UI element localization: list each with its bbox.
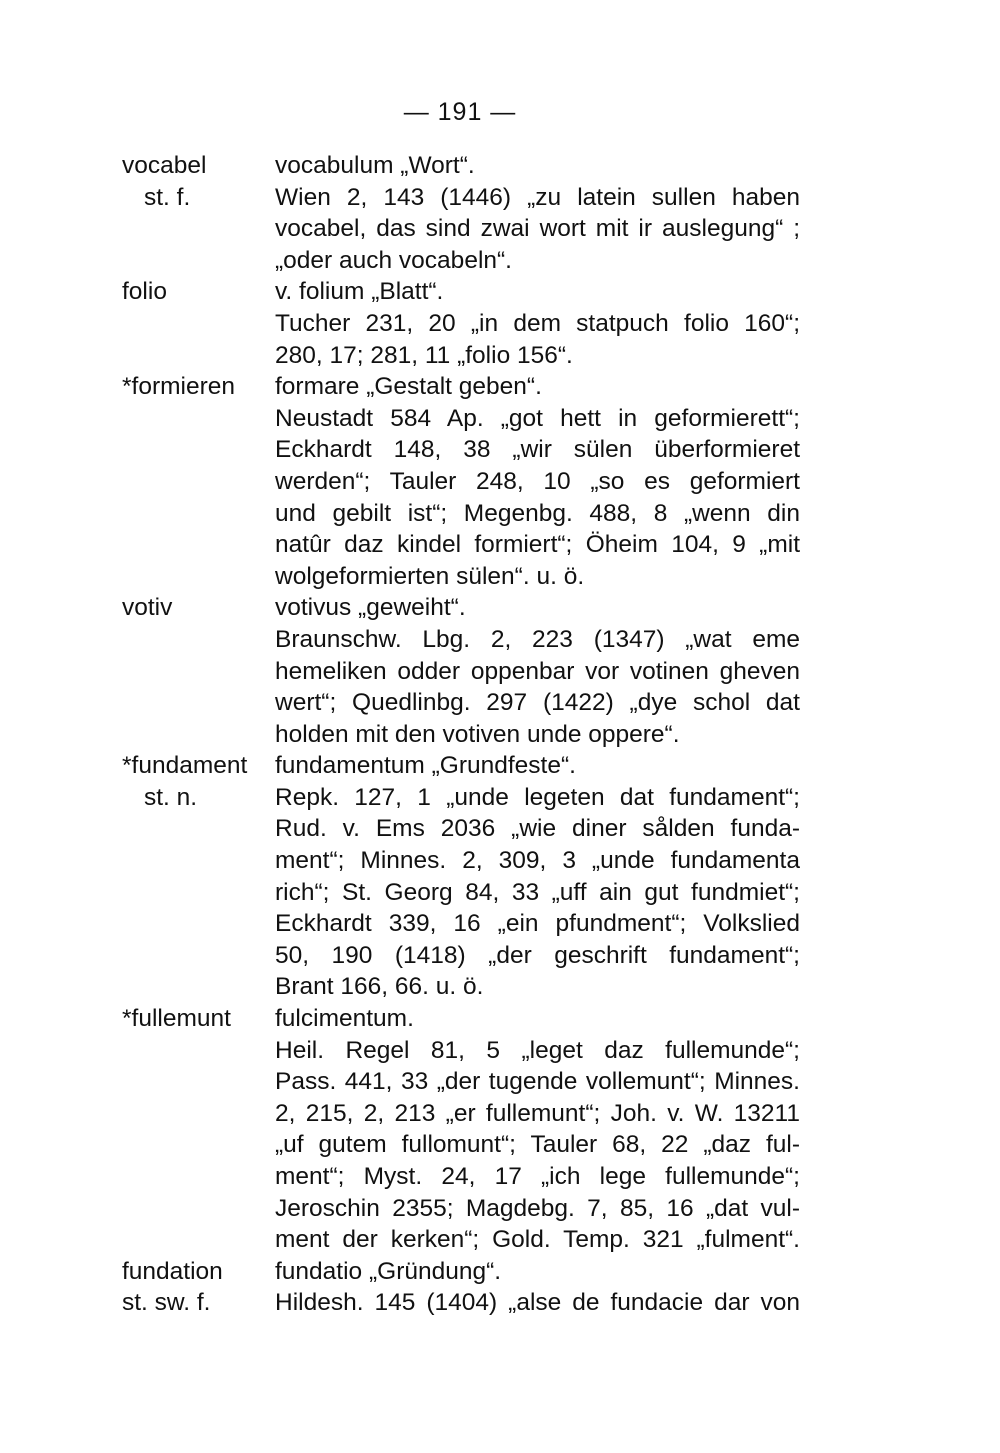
headword (122, 371, 262, 403)
entry-line: 50, 190 (1418) „der geschrift fundament“; (275, 941, 800, 969)
entry-line: v. folium „Blatt“. (275, 278, 444, 306)
entry-line: ment“; Myst. 24, 17 „ich lege fullemunde“; (275, 1163, 800, 1190)
headword-grammar: st. n. (144, 783, 198, 811)
entry-line: „uf gutem fullomunt“; Tauler 68, 22 „daz ful- (275, 1131, 800, 1159)
entry-line: Braunschw. Lbg. 2, 223 (1347) „wat eme (275, 625, 800, 653)
entry-folio (0, 276, 1000, 371)
entry-vocabel (0, 150, 1000, 276)
headword (122, 1256, 262, 1319)
entry-line: vocabel, das sind zwai wort mit ir auslegung“ ; (275, 215, 800, 243)
entry-body (275, 750, 800, 1003)
entry-line: fundatio „Gründung“. (275, 1257, 502, 1285)
headword-grammar: st. sw. f. (122, 1289, 211, 1317)
entry-line: holden mit den votiven unde oppere“. (275, 720, 680, 748)
entry-body (275, 371, 800, 592)
headword-term: vocabel (122, 152, 207, 179)
entry-body (275, 1003, 800, 1256)
headword (122, 276, 262, 308)
entry-formieren (0, 371, 1000, 592)
entry-line: werden“; Tauler 248, 10 „so es geformiert (275, 467, 800, 495)
entry-line: fulcimentum. (275, 1005, 414, 1033)
entry-line: 280, 17; 281, 11 „folio 156“. (275, 341, 573, 369)
headword (122, 150, 262, 213)
headword (122, 592, 262, 624)
entry-body (275, 592, 800, 750)
dictionary-entries (0, 150, 1000, 1319)
headword-term: folio (122, 278, 167, 306)
entry-line: formare „Gestalt geben“. (275, 373, 542, 401)
headword (122, 1003, 262, 1035)
entry-fundament (0, 750, 1000, 1003)
entry-body (275, 150, 800, 276)
headword-term: *fullemunt (122, 1005, 231, 1033)
entry-line: fundamentum „Grundfeste“. (275, 752, 576, 780)
entry-line: hemeliken odder oppenbar vor votinen gheven (275, 657, 800, 685)
entry-line: 2, 215, 2, 213 „er fullemunt“; Joh. v. W. 13211 (275, 1099, 800, 1127)
entry-line: Heil. Regel 81, 5 „leget daz fullemunde“; (275, 1036, 800, 1064)
entry-fullemunt (0, 1003, 1000, 1256)
entry-line: ment“; Minnes. 2, 309, 3 „unde fundamenta (275, 847, 800, 875)
entry-line: Pass. 441, 33 „der tugende vollemunt“; Minnes. (275, 1068, 800, 1096)
headword (122, 750, 262, 813)
entry-line: Brant 166, 66. u. ö. (275, 973, 484, 1001)
headword-term: fundation (122, 1257, 223, 1285)
headword-term: *formieren (122, 373, 236, 401)
entry-line: Repk. 127, 1 „unde legeten dat fundament“; (275, 783, 800, 811)
entry-line: und gebilt ist“; Megenbg. 488, 8 „wenn din (275, 499, 800, 527)
entry-line: Wien 2, 143 (1446) „zu latein sullen haben (275, 183, 800, 211)
headword-term: *fundament (122, 752, 248, 780)
entry-line: ment der kerken“; Gold. Temp. 321 „fulment“. (275, 1226, 800, 1254)
entry-line: Rud. v. Ems 2036 „wie diner sålden funda- (275, 815, 800, 843)
entry-body (275, 276, 800, 371)
entry-line: Hildesh. 145 (1404) „alse de fundacie dar von (275, 1289, 800, 1317)
entry-line: wert“; Quedlinbg. 297 (1422) „dye schol dat (275, 689, 800, 717)
entry-line: Jeroschin 2355; Magdebg. 7, 85, 16 „dat vul- (275, 1194, 800, 1222)
headword-term: votiv (122, 594, 173, 622)
entry-line: Eckhardt 339, 16 „ein pfundment“; Volkslied (275, 910, 800, 938)
entry-line: „oder auch vocabeln“. (275, 246, 512, 274)
entry-fundation (0, 1256, 1000, 1319)
entry-line: Tucher 231, 20 „in dem statpuch folio 160“; (275, 309, 800, 337)
entry-votiv (0, 592, 1000, 750)
entry-body (275, 1256, 800, 1319)
entry-line: votivus „geweiht“. (275, 594, 466, 622)
entry-line: wolgeformierten sülen“. u. ö. (275, 562, 585, 590)
entry-line: rich“; St. Georg 84, 33 „uff ain gut fundmiet“; (275, 878, 800, 906)
headword-grammar: st. f. (144, 183, 191, 211)
page-number: — 191 — (403, 98, 517, 126)
entry-line: natûr daz kindel formiert“; Öheim 104, 9 „mit (275, 531, 800, 559)
entry-line: Eckhardt 148, 38 „wir sülen überformieret (275, 436, 800, 464)
entry-line: vocabulum „Wort“. (275, 152, 475, 179)
entry-line: Neustadt 584 Ap. „got hett in geformierett“; (275, 404, 800, 432)
